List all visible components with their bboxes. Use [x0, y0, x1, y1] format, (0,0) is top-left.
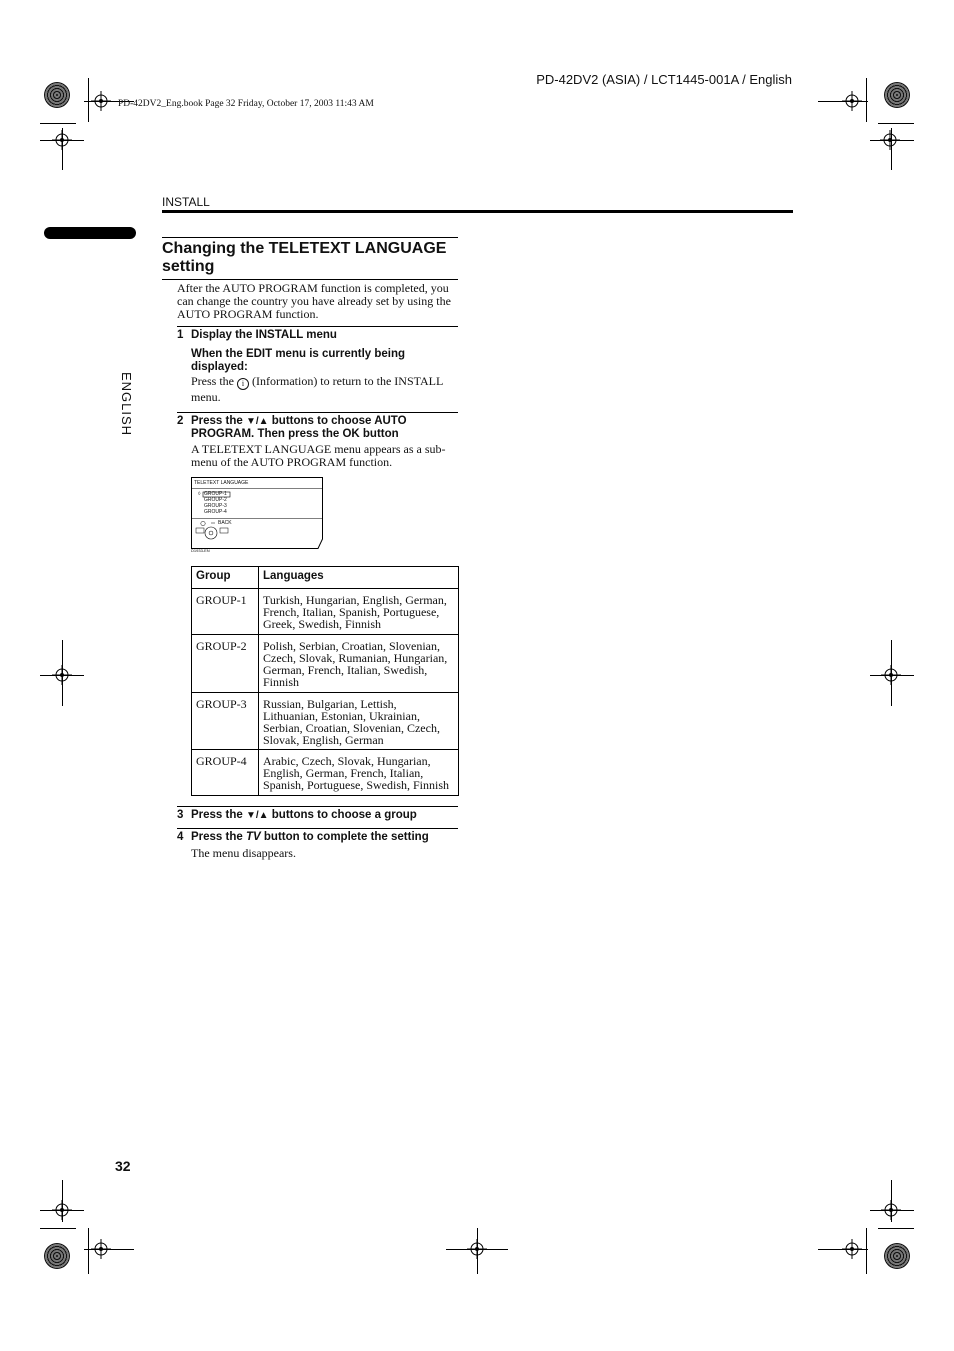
intro-text: After the AUTO PROGRAM function is completed, you can change the country you have already set by using the AUTO PROGRAM function. [177, 281, 451, 321]
languages-cell: Turkish, Hungarian, English, German, French, Italian, Spanish, Portuguese, Greek, Swedish, Finnish [259, 589, 459, 635]
registration-mark-icon [842, 1239, 862, 1259]
menu-item: GROUP-2 [204, 497, 227, 503]
step-number: 4 [177, 831, 184, 843]
page-title: Changing the TELETEXT LANGUAGE setting [162, 240, 447, 275]
languages-cell: Russian, Bulgarian, Lettish, Lithuanian, Estonian, Ukrainian, Serbian, Croatian, Slovenian, Czech, Slovak, English, German [259, 693, 459, 750]
table-row [192, 635, 459, 693]
document-id: PD-42DV2 (ASIA) / LCT1445-001A / English [536, 72, 792, 87]
step-heading-text: Display the INSTALL menu [191, 329, 337, 341]
step-3-heading-b: buttons to choose a group [271, 809, 417, 821]
languages-table [191, 566, 459, 796]
down-up-arrows-icon: ▼/▲ [245, 416, 269, 427]
registration-mark-icon [52, 1200, 72, 1220]
languages-cell: Polish, Serbian, Croatian, Slovenian, Czech, Slovak, Rumanian, Hungarian, German, French, Italian, Swedish, Finnish [259, 635, 459, 693]
step-number: 2 [177, 415, 184, 427]
step-3-heading-a: Press the [191, 809, 243, 821]
registration-mark-icon [91, 91, 111, 111]
step-rule [177, 806, 458, 807]
step-4-body: The menu disappears. [191, 846, 296, 860]
step-1-subheading: When the EDIT menu is currently being displayed: [191, 348, 406, 373]
registration-mark-icon [842, 91, 862, 111]
registration-mark-icon [881, 665, 901, 685]
step-1-body-post: (Information) to return to the INSTALL menu. [191, 374, 443, 404]
step-1-heading [177, 329, 458, 342]
ok-button-icon: OK [342, 428, 360, 440]
bullseye-mark-icon [44, 82, 70, 108]
languages-cell: Arabic, Czech, Slovak, Hungarian, English, German, French, Italian, Spanish, Portuguese, Swedish, Finnish [259, 750, 459, 796]
step-rule [177, 326, 458, 327]
bullseye-mark-icon [884, 82, 910, 108]
side-language-label: ENGLISH [119, 372, 134, 437]
step-2-body: A TELETEXT LANGUAGE menu appears as a sub-menu of the AUTO PROGRAM function. [191, 442, 446, 469]
page-number: 32 [115, 1158, 131, 1174]
title-box [162, 237, 458, 280]
menu-item: GROUP-4 [204, 509, 227, 515]
step-4-heading [177, 831, 458, 844]
table-row [192, 750, 459, 796]
section-label: INSTALL [162, 195, 210, 209]
step-number: 3 [177, 809, 184, 821]
step-4-heading-a: Press the [191, 831, 243, 843]
group-cell: GROUP-1 [192, 589, 259, 635]
table-header-row [192, 567, 459, 589]
table-header-languages: Languages [259, 567, 459, 589]
menu-cursor-icon: ◊ [198, 491, 201, 497]
step-rule [177, 828, 458, 829]
bullseye-mark-icon [884, 1243, 910, 1269]
step-1-body [191, 374, 457, 405]
registration-mark-icon [91, 1239, 111, 1259]
figure-code: D1933-EN [191, 548, 210, 553]
step-2-heading [177, 415, 458, 441]
registration-mark-icon [52, 130, 72, 150]
step-3-heading [177, 809, 458, 822]
registration-mark-icon [880, 130, 900, 150]
down-up-arrows-icon: ▼/▲ [245, 810, 269, 821]
registration-mark-icon [467, 1239, 487, 1259]
step-rule [177, 412, 458, 413]
menu-item: GROUP-3 [204, 503, 227, 509]
teletext-language-menu-screen [191, 477, 323, 549]
step-2-heading-a: Press the [191, 415, 243, 427]
section-rule [162, 210, 793, 213]
bullseye-mark-icon [44, 1243, 70, 1269]
registration-mark-icon [881, 1200, 901, 1220]
group-cell: GROUP-3 [192, 693, 259, 750]
table-row [192, 693, 459, 750]
book-info: PD-42DV2_Eng.book Page 32 Friday, October 17, 2003 11:43 AM [118, 99, 374, 109]
step-1-body-pre: Press the [191, 374, 234, 388]
step-number: 1 [177, 329, 184, 341]
table-header-group: Group [192, 567, 259, 589]
tv-button-icon: TV [245, 831, 261, 843]
menu-back-label: BACK [218, 520, 232, 526]
group-cell: GROUP-4 [192, 750, 259, 796]
menu-item: GROUP-1 [204, 491, 227, 497]
menu-title: TELETEXT LANGUAGE [194, 480, 249, 486]
group-cell: GROUP-2 [192, 635, 259, 693]
side-tab [44, 227, 136, 239]
step-2-heading-c: button [362, 428, 399, 440]
step-4-heading-b: button to complete the setting [263, 831, 429, 843]
info-icon: i [237, 378, 249, 390]
registration-mark-icon [52, 665, 72, 685]
step-2-heading-b: buttons to choose AUTO PROGRAM. Then press the [191, 415, 407, 440]
table-row [192, 589, 459, 635]
